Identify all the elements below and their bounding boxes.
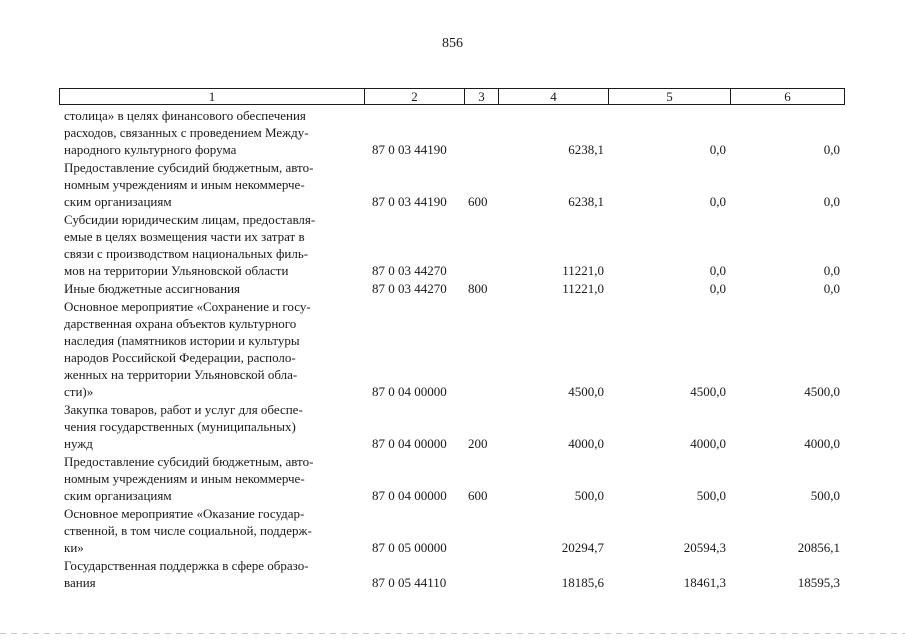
row-value-col6: 4500,0	[804, 384, 840, 399]
row-description	[64, 280, 360, 297]
description-line: женных на территории Ульяновской обла-	[64, 367, 298, 382]
row-description	[64, 211, 360, 279]
row-description	[64, 401, 360, 452]
page-number: 856	[442, 36, 463, 51]
table-row	[0, 453, 905, 504]
row-value-col4: 18185,6	[561, 575, 604, 590]
row-value-col6: 20856,1	[797, 540, 840, 555]
row-description	[64, 107, 360, 158]
row-expense-type: 200	[468, 436, 488, 451]
description-line: Государственная поддержка в сфере образо-	[64, 558, 309, 573]
header-col-1: 1	[60, 89, 365, 104]
header-col-5: 5	[609, 89, 731, 104]
row-description	[64, 453, 360, 504]
row-value-col4: 11221,0	[562, 263, 604, 278]
row-code: 87 0 05 00000	[372, 540, 447, 555]
row-value-col5: 0,0	[709, 263, 726, 278]
table-row	[0, 505, 905, 556]
description-line: нужд	[64, 436, 93, 451]
description-line: номным учреждениям и иным некоммерче-	[64, 177, 305, 192]
table-row	[0, 298, 905, 400]
table-row	[0, 401, 905, 452]
description-line: Закупка товаров, работ и услуг для обеспе-	[64, 402, 303, 417]
table-row	[0, 107, 905, 158]
description-line: чения государственных (муниципальных)	[64, 419, 296, 434]
row-value-col5: 4000,0	[690, 436, 726, 451]
row-code: 87 0 04 00000	[372, 384, 447, 399]
row-value-col6: 0,0	[823, 281, 840, 296]
row-value-col6: 500,0	[810, 488, 840, 503]
row-value-col5: 0,0	[709, 194, 726, 209]
description-line: народов Российской Федерации, располо-	[64, 350, 296, 365]
row-value-col5: 20594,3	[683, 540, 726, 555]
description-line: ки»	[64, 540, 84, 555]
row-value-col5: 18461,3	[683, 575, 726, 590]
row-description	[64, 505, 360, 556]
row-value-col5: 4500,0	[690, 384, 726, 399]
row-code: 87 0 03 44190	[372, 142, 447, 157]
description-line: Основное мероприятие «Оказание государ-	[64, 506, 305, 521]
row-value-col6: 18595,3	[797, 575, 840, 590]
description-line: ским организациям	[64, 488, 172, 503]
row-expense-type: 800	[468, 281, 488, 296]
table-row	[0, 159, 905, 210]
description-line: связи с производством национальных филь-	[64, 246, 309, 261]
description-line: Предоставление субсидий бюджетным, авто-	[64, 160, 314, 175]
row-value-col4: 6238,1	[568, 194, 604, 209]
header-col-2: 2	[365, 89, 465, 104]
row-code: 87 0 04 00000	[372, 436, 447, 451]
row-expense-type: 600	[468, 488, 488, 503]
scan-artifact-line	[0, 633, 905, 634]
description-line: ственной, в том числе социальной, поддерж-	[64, 523, 312, 538]
row-value-col6: 4000,0	[804, 436, 840, 451]
description-line: Иные бюджетные ассигнования	[64, 281, 241, 296]
row-code: 87 0 03 44190	[372, 194, 447, 209]
row-value-col6: 0,0	[823, 263, 840, 278]
row-value-col5: 500,0	[696, 488, 726, 503]
description-line: дарственная охрана объектов культурного	[64, 316, 297, 331]
description-line: мов на территории Ульяновской области	[64, 263, 289, 278]
row-value-col4: 4500,0	[568, 384, 604, 399]
row-value-col5: 0,0	[709, 142, 726, 157]
description-line: Предоставление субсидий бюджетным, авто-	[64, 454, 314, 469]
row-code: 87 0 03 44270	[372, 281, 447, 296]
row-code: 87 0 04 00000	[372, 488, 447, 503]
description-line: Субсидии юридическим лицам, предоставля-	[64, 212, 316, 227]
row-value-col6: 0,0	[823, 194, 840, 209]
row-value-col4: 4000,0	[568, 436, 604, 451]
description-line: номным учреждениям и иным некоммерче-	[64, 471, 305, 486]
description-line: столица» в целях финансового обеспечения	[64, 108, 306, 123]
description-line: Основное мероприятие «Сохранение и госу-	[64, 299, 311, 314]
row-description	[64, 557, 360, 591]
table-row	[0, 211, 905, 279]
table-row	[0, 280, 905, 297]
description-line: наследия (памятников истории и культуры	[64, 333, 300, 348]
row-value-col4: 20294,7	[561, 540, 604, 555]
description-line: народного культурного форума	[64, 142, 237, 157]
row-value-col4: 6238,1	[568, 142, 604, 157]
table-row	[0, 557, 905, 591]
row-expense-type: 600	[468, 194, 488, 209]
description-line: сти)»	[64, 384, 94, 399]
description-line: ским организациям	[64, 194, 172, 209]
row-value-col5: 0,0	[709, 281, 726, 296]
row-description	[64, 159, 360, 210]
description-line: расходов, связанных с проведением Между-	[64, 125, 309, 140]
row-value-col4: 11221,0	[562, 281, 604, 296]
row-code: 87 0 05 44110	[372, 575, 447, 590]
header-col-3: 3	[465, 89, 499, 104]
row-description	[64, 298, 360, 400]
description-line: вания	[64, 575, 96, 590]
row-value-col6: 0,0	[823, 142, 840, 157]
row-value-col4: 500,0	[574, 488, 604, 503]
header-col-6: 6	[784, 89, 791, 104]
description-line: емые в целях возмещения части их затрат в	[64, 229, 305, 244]
row-code: 87 0 03 44270	[372, 263, 447, 278]
header-col-4: 4	[499, 89, 609, 104]
